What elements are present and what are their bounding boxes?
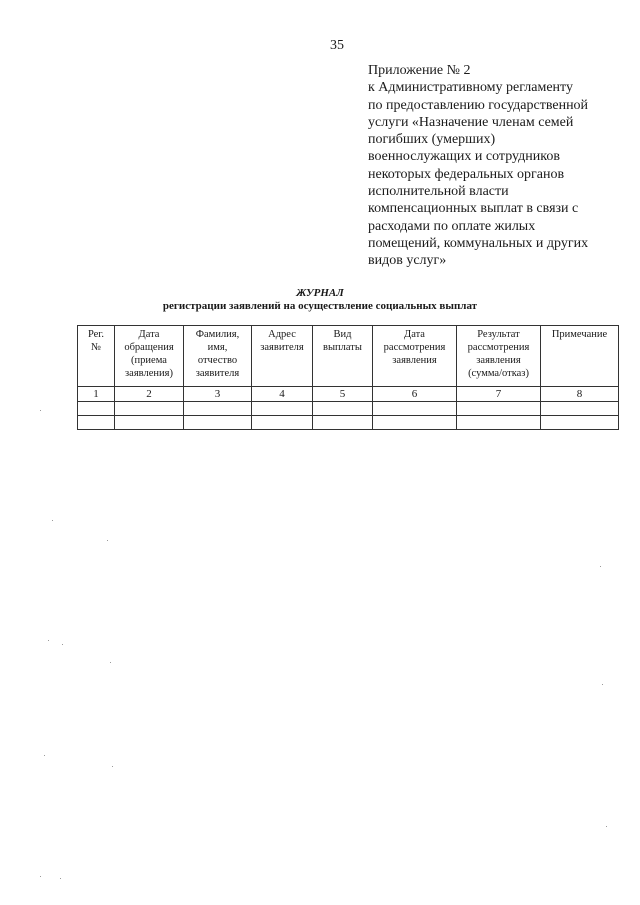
scan-speck <box>48 640 49 641</box>
empty-cell <box>78 402 115 416</box>
appendix-line: к Административному регламенту <box>368 80 573 96</box>
header-cell: Адрес заявителя <box>252 326 313 387</box>
page-number: 35 <box>330 38 344 53</box>
scan-speck <box>60 878 61 879</box>
empty-cell <box>541 402 619 416</box>
empty-cell <box>184 416 252 430</box>
scan-speck <box>62 644 63 645</box>
scan-speck <box>110 662 111 663</box>
appendix-line: компенсационных выплат в связи с <box>368 201 579 217</box>
column-number: 5 <box>313 387 373 402</box>
appendix-line: помещений, коммунальных и других <box>368 235 589 251</box>
empty-cell <box>373 416 457 430</box>
scan-speck <box>40 410 41 411</box>
appendix-line: военнослужащих и сотрудников <box>368 149 560 165</box>
appendix-line: исполнительной власти <box>368 184 509 200</box>
header-cell: Рег. № <box>78 326 115 387</box>
scan-speck <box>107 540 108 541</box>
empty-cell <box>115 416 184 430</box>
column-number: 4 <box>252 387 313 402</box>
appendix-line: Приложение № 2 <box>368 63 471 78</box>
empty-cell <box>457 416 541 430</box>
header-cell: Дата рассмотрения заявления <box>373 326 457 387</box>
scan-speck <box>44 755 45 756</box>
column-number: 2 <box>115 387 184 402</box>
scan-speck <box>606 826 607 827</box>
appendix-line: услуги «Назначение членам семей <box>368 114 574 130</box>
appendix-line: погибших (умерших) <box>368 132 496 148</box>
column-number: 6 <box>373 387 457 402</box>
header-cell: Дата обращения (приема заявления) <box>115 326 184 387</box>
empty-cell <box>313 402 373 416</box>
empty-cell <box>457 402 541 416</box>
scan-speck <box>112 766 113 767</box>
header-cell: Примечание <box>541 326 619 387</box>
journal-subtitle: регистрации заявлений на осуществление социальных выплат <box>162 300 478 312</box>
empty-cell <box>313 416 373 430</box>
table-header-row <box>78 326 619 387</box>
table-row <box>78 402 619 416</box>
table-row <box>78 416 619 430</box>
scan-speck <box>602 684 603 685</box>
column-number-row <box>78 387 619 402</box>
empty-cell <box>252 416 313 430</box>
column-number: 1 <box>78 387 115 402</box>
header-cell: Фамилия, имя, отчество заявителя <box>184 326 252 387</box>
column-number: 3 <box>184 387 252 402</box>
journal-title: ЖУРНАЛ <box>296 287 344 299</box>
empty-cell <box>541 416 619 430</box>
empty-cell <box>184 402 252 416</box>
header-cell: Результат рассмотрения заявления (сумма/отказ) <box>457 326 541 387</box>
header-cell: Вид выплаты <box>313 326 373 387</box>
appendix-line: некоторых федеральных органов <box>368 166 565 182</box>
scan-speck <box>600 566 601 567</box>
registration-table <box>77 325 619 430</box>
appendix-line: по предоставлению государственной <box>368 97 589 113</box>
empty-cell <box>78 416 115 430</box>
column-number: 7 <box>457 387 541 402</box>
appendix-note <box>368 62 630 270</box>
column-number: 8 <box>541 387 619 402</box>
appendix-line: расходами по оплате жилых <box>368 218 536 234</box>
appendix-line: видов услуг» <box>368 253 447 269</box>
empty-cell <box>373 402 457 416</box>
empty-cell <box>115 402 184 416</box>
scan-speck <box>52 520 53 521</box>
scan-speck <box>40 876 41 877</box>
empty-cell <box>252 402 313 416</box>
